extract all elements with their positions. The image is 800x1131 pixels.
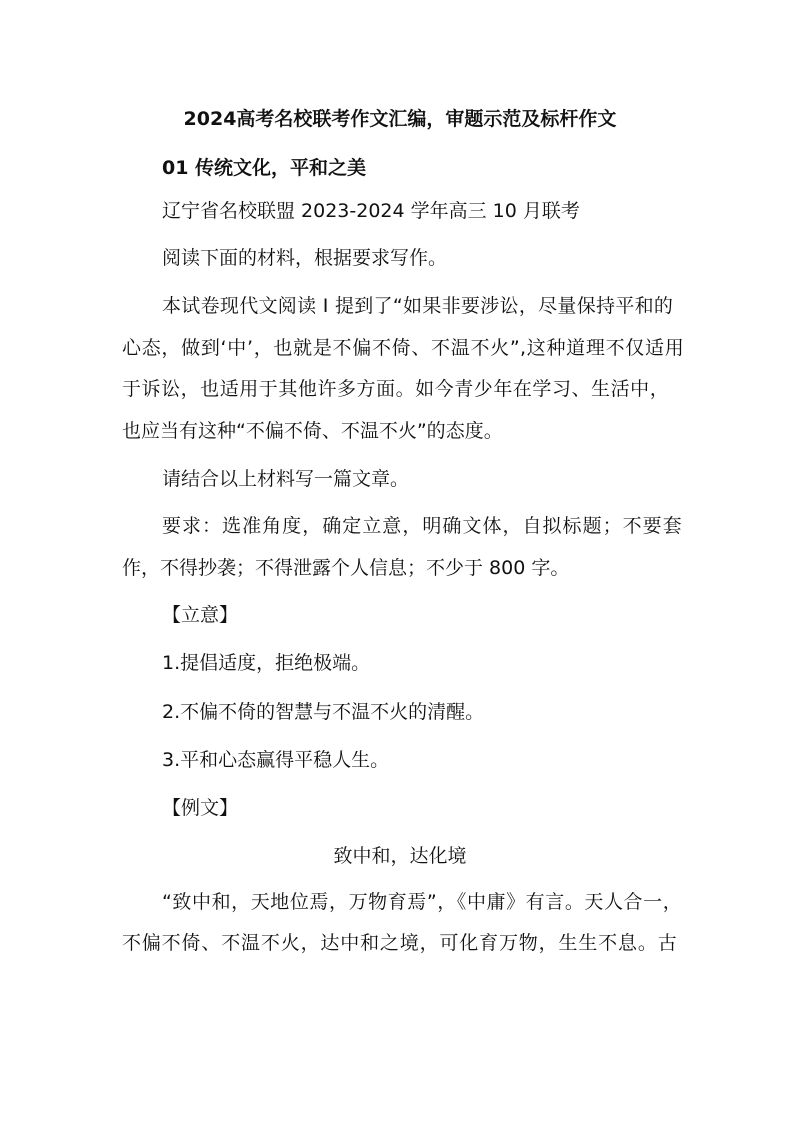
idea-item-2: 2.不偏不倚的智慧与不温不火的清醒。 — [162, 701, 485, 723]
material-line-1: 本试卷现代文阅读 I 提到了“如果非要涉讼，尽量保持平和的 — [162, 295, 674, 317]
idea-item-1: 1.提倡适度，拒绝极端。 — [162, 652, 371, 674]
ideas-label: 【立意】 — [162, 604, 239, 626]
material-line-3: 于诉讼，也适用于其他许多方面。如今青少年在学习、生活中， — [122, 378, 669, 400]
essay-line-1: “致中和，天地位焉，万物育焉”，《中庸》有言。天人合一， — [162, 891, 682, 913]
section-heading: 01 传统文化，平和之美 — [162, 157, 367, 179]
idea-item-3: 3.平和心态赢得平稳人生。 — [162, 749, 390, 771]
essay-title: 致中和，达化境 — [333, 845, 467, 867]
requirements-line-2: 作，不得抄袭；不得泄露个人信息；不少于 800 字。 — [122, 557, 570, 579]
requirements-line-1: 要求：选准角度，确定立意，明确文体，自拟标题；不要套 — [162, 515, 682, 537]
material-line-4: 也应当有这种“不偏不倚、不温不火”的态度。 — [122, 420, 503, 442]
task-text: 请结合以上材料写一篇文章。 — [162, 468, 410, 490]
instruction-text: 阅读下面的材料，根据要求写作。 — [162, 247, 448, 269]
material-line-2: 心态，做到‘中’，也就是不偏不倚、不温不火”,这种道理不仅适用 — [122, 337, 684, 359]
example-label: 【例文】 — [162, 797, 239, 819]
exam-source: 辽宁省名校联盟 2023-2024 学年高三 10 月联考 — [162, 200, 580, 222]
essay-line-2: 不偏不倚、不温不火，达中和之境，可化育万物，生生不息。古 — [122, 932, 677, 954]
document-title: 2024高考名校联考作文汇编，审题示范及标杆作文 — [183, 108, 617, 130]
